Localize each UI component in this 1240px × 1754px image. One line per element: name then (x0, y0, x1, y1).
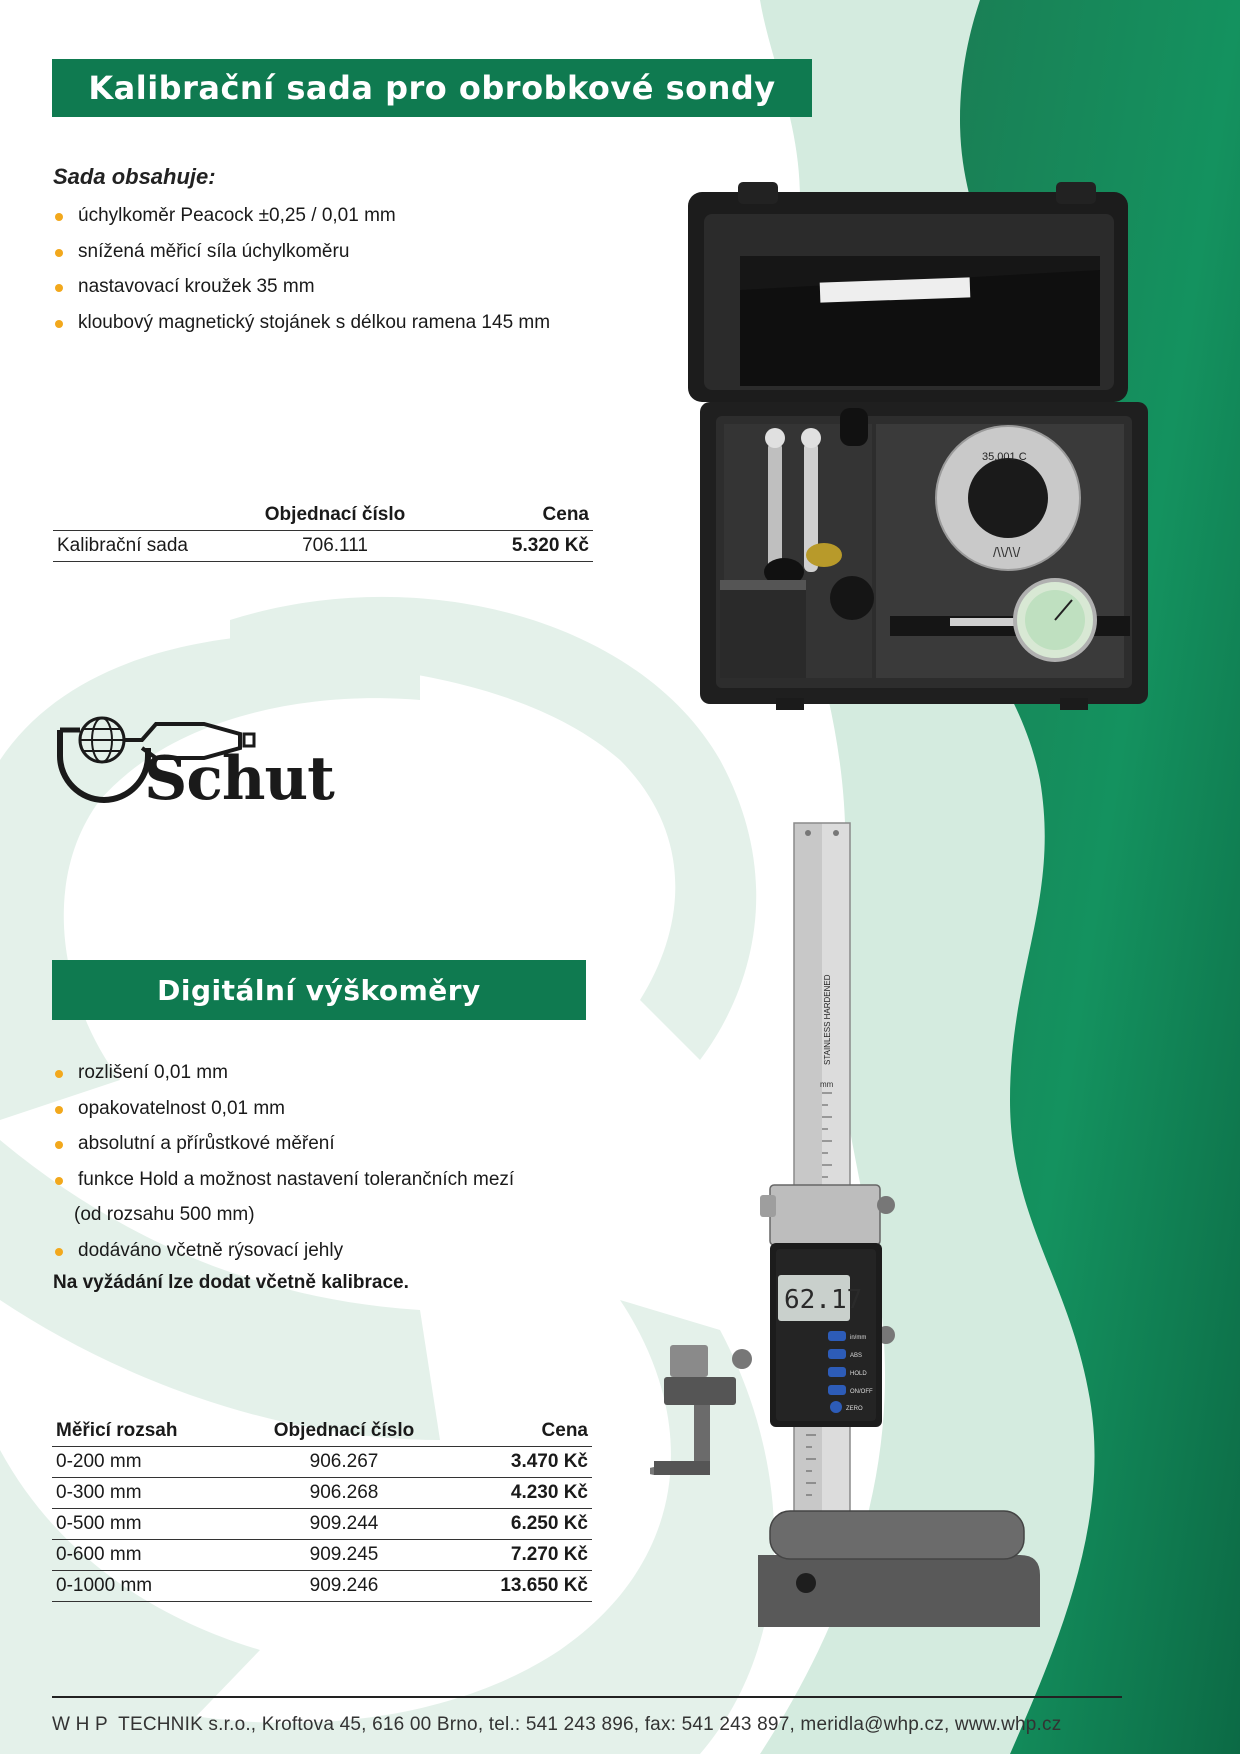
price: 3.470 Kč (448, 1447, 592, 1478)
list-item: funkce Hold a možnost nastavení tolerančních mezí (52, 1162, 514, 1198)
price: 4.230 Kč (448, 1478, 592, 1509)
section2-title: Digitální výškoměry (157, 973, 481, 1007)
schut-logo-text: Schut (144, 744, 334, 814)
list-item: kloubový magnetický stojánek s délkou ramena 145 mm (52, 305, 550, 341)
height-gauge-photo (650, 815, 1070, 1635)
bullet-dot-icon (55, 1141, 63, 1149)
bullet-dot-icon (55, 1177, 63, 1185)
price: 5.320 Kč (439, 531, 593, 562)
svg-text:/\\/\\/: /\\/\\/ (993, 544, 1021, 560)
column-header: Měřicí rozsah (52, 1420, 240, 1447)
button-label: ABS (850, 1353, 863, 1359)
footer-contact: W H P TECHNIK s.r.o., Kroftova 45, 616 00 Brno, tel.: 541 243 896, fax: 541 243 897, meridla@whp.cz, www.whp.cz (52, 1714, 1062, 1735)
bullet-dot-icon (55, 1070, 63, 1078)
list-item: snížená měřicí síla úchylkoměru (52, 234, 550, 270)
column-header: Cena (448, 1420, 592, 1447)
ring-label: 35,001 C (982, 451, 1027, 463)
section2-title-banner (52, 960, 586, 1020)
price: 6.250 Kč (448, 1509, 592, 1540)
column-header: Objednací číslo (240, 1420, 448, 1447)
measuring-range: 0-1000 mm (52, 1571, 240, 1602)
price: 7.270 Kč (448, 1540, 592, 1571)
table-row (52, 1571, 592, 1602)
button-label: ON/OFF (850, 1389, 873, 1395)
price: 13.650 Kč (448, 1571, 592, 1602)
bullet-dot-icon (55, 1248, 63, 1256)
product-name: Kalibrační sada (53, 531, 231, 562)
order-number: 906.267 (240, 1447, 448, 1478)
section2-price-table (52, 1420, 592, 1602)
list-item: dodáváno včetně rýsovací jehly (52, 1233, 514, 1269)
table-row (53, 531, 593, 562)
order-number: 706.111 (231, 531, 439, 562)
table-row (52, 1540, 592, 1571)
bullet-dot-icon (55, 284, 63, 292)
bullet-dot-icon (55, 1106, 63, 1114)
section1-price-table (53, 504, 593, 562)
footer-divider (52, 1696, 1122, 1698)
bullet-dot-icon (55, 320, 63, 328)
measuring-range: 0-300 mm (52, 1478, 240, 1509)
measuring-range: 0-600 mm (52, 1540, 240, 1571)
button-label: in/mm (850, 1335, 867, 1341)
order-number: 909.244 (240, 1509, 448, 1540)
table-row (52, 1447, 592, 1478)
measuring-range: 0-200 mm (52, 1447, 240, 1478)
list-item: úchylkoměr Peacock ±0,25 / 0,01 mm (52, 198, 550, 234)
order-number: 909.245 (240, 1540, 448, 1571)
list-item: absolutní a přírůstkové měření (52, 1126, 514, 1162)
bullet-dot-icon (55, 213, 63, 221)
column-header (53, 504, 231, 531)
section1-title: Kalibrační sada pro obrobkové sondy (88, 69, 776, 107)
column-header: Cena (439, 504, 593, 531)
measuring-range: 0-500 mm (52, 1509, 240, 1540)
list-item: nastavovací kroužek 35 mm (52, 269, 550, 305)
table-row (52, 1478, 592, 1509)
section1-intro: Sada obsahuje: (53, 164, 216, 189)
order-number: 909.246 (240, 1571, 448, 1602)
table-row (52, 1509, 592, 1540)
section1-feature-list (52, 198, 550, 340)
button-label: HOLD (850, 1371, 867, 1377)
unit-label: mm (820, 1080, 834, 1089)
bullet-dot-icon (55, 249, 63, 257)
list-item: opakovatelnost 0,01 mm (52, 1091, 514, 1127)
column-header: Objednací číslo (231, 504, 439, 531)
order-number: 906.268 (240, 1478, 448, 1509)
lcd-readout: 62.17 (784, 1285, 863, 1315)
calibration-note: Na vyžádání lze dodat včetně kalibrace. (53, 1272, 409, 1293)
button-label: ZERO (846, 1406, 863, 1412)
list-item: rozlišení 0,01 mm (52, 1055, 514, 1091)
calibration-set-photo (680, 180, 1160, 730)
section1-title-banner (52, 59, 812, 117)
section2-feature-list (52, 1055, 514, 1268)
list-item-continuation: (od rozsahu 500 mm) (74, 1204, 255, 1225)
beam-marking: STAINLESS HARDENED (823, 974, 832, 1065)
